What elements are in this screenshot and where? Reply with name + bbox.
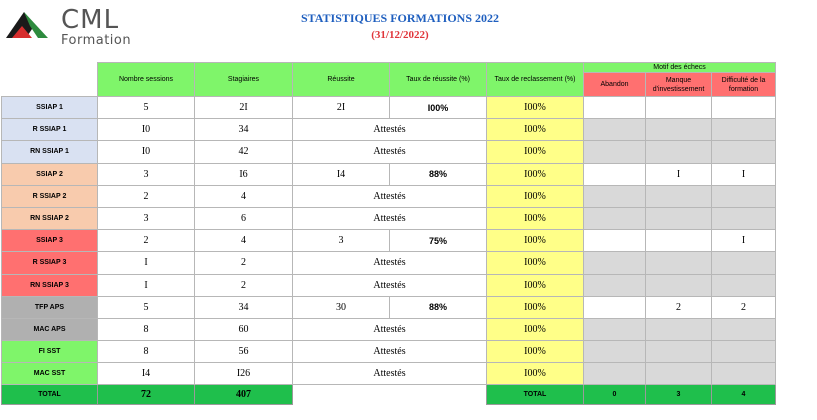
cell-sessions: I0 [98,119,195,141]
total-abandon: 0 [584,385,646,405]
cell-reclassement: I00% [487,119,584,141]
cell-stagiaires: 4 [195,230,293,252]
cell-difficulte [712,207,776,229]
cell-taux-reussite: 88% [390,296,487,318]
cell-sessions: 8 [98,341,195,363]
cell-sessions: 5 [98,97,195,119]
cell-stagiaires: 6 [195,207,293,229]
cell-reussite: I4 [293,163,390,185]
cell-reclassement: I00% [487,163,584,185]
row-label: FI SST [2,341,98,363]
cell-abandon [584,341,646,363]
header-difficulte: Difficulté de la formation [712,73,776,97]
table-row [2,363,776,385]
cml-logo [4,4,144,48]
cell-abandon [584,119,646,141]
cell-reclassement: I00% [487,141,584,163]
cell-abandon [584,252,646,274]
cell-reclassement: I00% [487,97,584,119]
total-empty [293,385,487,405]
cell-reclassement: I00% [487,207,584,229]
table-row [2,97,776,119]
cell-abandon [584,97,646,119]
cell-abandon [584,318,646,340]
cell-sessions: 3 [98,163,195,185]
row-label: MAC SST [2,363,98,385]
cell-taux-reussite: I00% [390,97,487,119]
row-label: R SSIAP 1 [2,119,98,141]
cell-taux-reussite: 75% [390,230,487,252]
cell-abandon [584,185,646,207]
total-difficulte: 4 [712,385,776,405]
cell-reussite: 30 [293,296,390,318]
cell-stagiaires: 2I [195,97,293,119]
cell-difficulte: 2 [712,296,776,318]
cell-stagiaires: I6 [195,163,293,185]
cell-difficulte [712,141,776,163]
cell-reussite: 2I [293,97,390,119]
cell-sessions: I [98,274,195,296]
cell-sessions: I4 [98,363,195,385]
cell-difficulte: I [712,230,776,252]
cell-taux-reussite: 88% [390,163,487,185]
cell-manque: I [646,163,712,185]
cell-abandon [584,296,646,318]
cell-abandon [584,163,646,185]
cell-stagiaires: 42 [195,141,293,163]
row-label: TFP APS [2,296,98,318]
logo-mark-icon [4,4,56,42]
table-row [2,230,776,252]
cell-abandon [584,363,646,385]
row-label: SSIAP 2 [2,163,98,185]
logo-subtitle: Formation [61,33,132,48]
logo-name: CML [61,5,120,35]
header-taux-reclassement: Taux de reclassement (%) [487,63,584,97]
cell-difficulte [712,341,776,363]
cell-reclassement: I00% [487,274,584,296]
row-label: R SSIAP 3 [2,252,98,274]
cell-attestes: Attestés [293,318,487,340]
cell-difficulte [712,274,776,296]
cell-attestes: Attestés [293,363,487,385]
header-taux-reussite: Taux de réussite (%) [390,63,487,97]
cell-manque: 2 [646,296,712,318]
cell-manque [646,119,712,141]
cell-manque [646,318,712,340]
cell-difficulte [712,97,776,119]
total-manque: 3 [646,385,712,405]
cell-difficulte [712,119,776,141]
row-label: SSIAP 3 [2,230,98,252]
header-abandon: Abandon [584,73,646,97]
cell-stagiaires: 34 [195,119,293,141]
stats-table [1,62,776,405]
cell-sessions: 5 [98,296,195,318]
cell-reclassement: I00% [487,296,584,318]
cell-stagiaires: 2 [195,274,293,296]
cell-attestes: Attestés [293,185,487,207]
row-label: SSIAP 1 [2,97,98,119]
cell-manque [646,207,712,229]
cell-attestes: Attestés [293,141,487,163]
cell-abandon [584,230,646,252]
row-label: MAC APS [2,318,98,340]
cell-manque [646,230,712,252]
cell-stagiaires: 60 [195,318,293,340]
cell-abandon [584,274,646,296]
cell-abandon [584,207,646,229]
report-date: (31/12/2022) [371,29,429,41]
cell-reussite: 3 [293,230,390,252]
cell-stagiaires: 34 [195,296,293,318]
row-label: RN SSIAP 1 [2,141,98,163]
cell-stagiaires: 4 [195,185,293,207]
total-row [2,385,776,405]
cell-stagiaires: 56 [195,341,293,363]
total-label-right: TOTAL [487,385,584,405]
total-label: TOTAL [2,385,98,405]
cell-manque [646,363,712,385]
cell-attestes: Attestés [293,252,487,274]
cell-attestes: Attestés [293,341,487,363]
cell-stagiaires: 2 [195,252,293,274]
cell-manque [646,252,712,274]
cell-manque [646,185,712,207]
table-row [2,207,776,229]
cell-attestes: Attestés [293,207,487,229]
table-row [2,252,776,274]
header-motif: Motif des échecs [584,63,776,73]
cell-attestes: Attestés [293,119,487,141]
table-row [2,185,776,207]
table-row [2,141,776,163]
table-row [2,163,776,185]
page-title: STATISTIQUES FORMATIONS 2022 [300,11,500,25]
header-empty [2,63,98,97]
cell-difficulte [712,363,776,385]
cell-difficulte [712,252,776,274]
table-row [2,341,776,363]
cell-sessions: 8 [98,318,195,340]
table-row [2,119,776,141]
cell-reclassement: I00% [487,341,584,363]
table-row [2,296,776,318]
total-stagiaires: 407 [195,385,293,405]
cell-manque [646,97,712,119]
cell-sessions: 2 [98,185,195,207]
cell-difficulte: I [712,163,776,185]
cell-reclassement: I00% [487,185,584,207]
cell-manque [646,141,712,163]
row-label: RN SSIAP 2 [2,207,98,229]
cell-reclassement: I00% [487,252,584,274]
cell-attestes: Attestés [293,274,487,296]
cell-difficulte [712,185,776,207]
header-reussite: Réussite [293,63,390,97]
header-manque: Manque d'investissement [646,73,712,97]
cell-reclassement: I00% [487,230,584,252]
cell-manque [646,341,712,363]
cell-sessions: 2 [98,230,195,252]
cell-reclassement: I00% [487,363,584,385]
cell-abandon [584,141,646,163]
table-row [2,274,776,296]
cell-stagiaires: I26 [195,363,293,385]
cell-sessions: I [98,252,195,274]
header-stagiaires: Stagiaires [195,63,293,97]
table-row [2,318,776,340]
cell-difficulte [712,318,776,340]
cell-sessions: 3 [98,207,195,229]
total-sessions: 72 [98,385,195,405]
cell-manque [646,274,712,296]
cell-sessions: I0 [98,141,195,163]
header-sessions: Nombre sessions [98,63,195,97]
row-label: R SSIAP 2 [2,185,98,207]
row-label: RN SSIAP 3 [2,274,98,296]
cell-reclassement: I00% [487,318,584,340]
